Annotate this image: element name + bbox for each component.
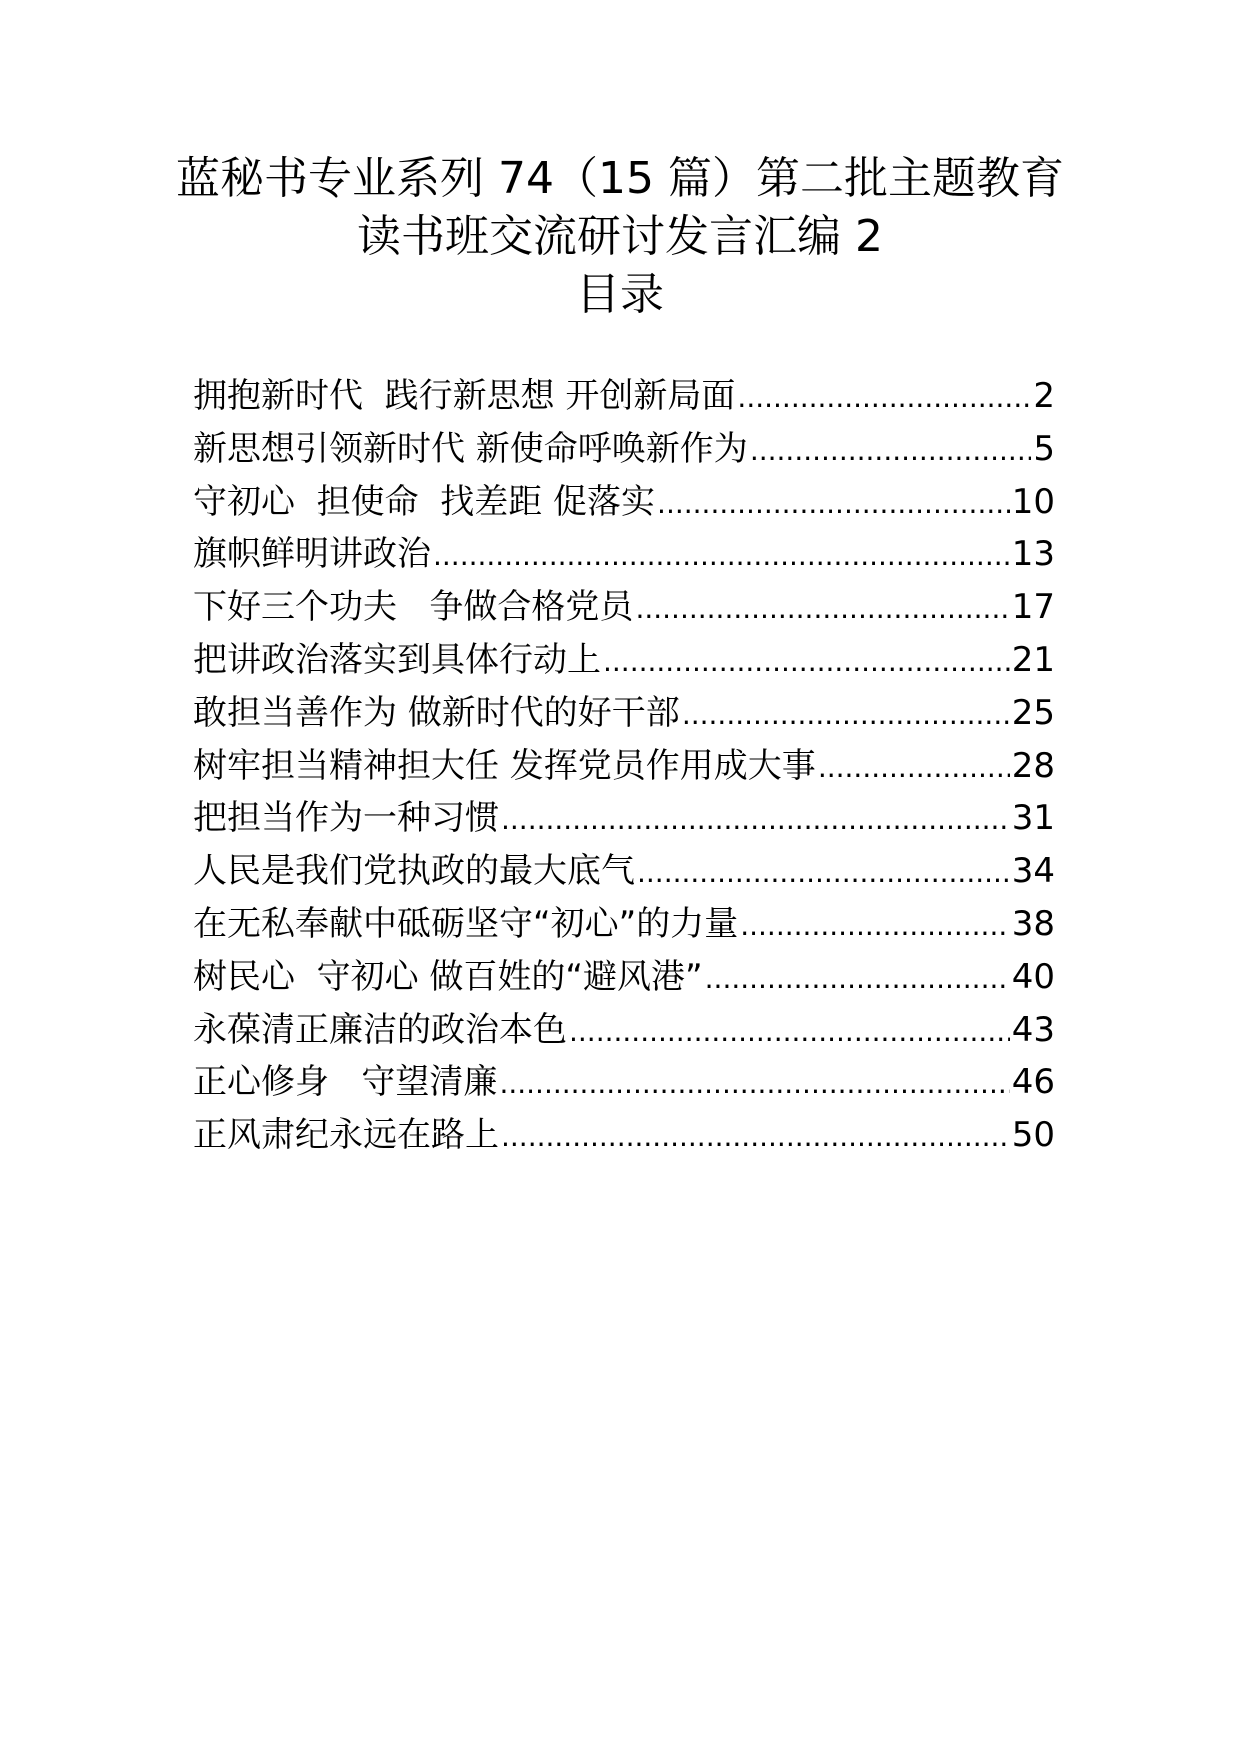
toc-dot-leader (750, 425, 1032, 478)
toc-entry-title: 永葆清正廉洁的政治本色 (193, 1009, 567, 1050)
toc-dot-leader (501, 794, 1010, 847)
toc-dot-leader (433, 530, 1010, 583)
toc-entry-page-number: 21 (1011, 639, 1055, 680)
toc-entry[interactable] (193, 528, 1055, 581)
toc-dot-leader (682, 689, 1010, 742)
toc-dot-leader (818, 742, 1010, 795)
toc-entry-page-number: 28 (1011, 745, 1055, 786)
toc-entry-page-number: 5 (1033, 428, 1055, 469)
toc-entry[interactable] (193, 581, 1055, 634)
toc-entry[interactable] (193, 687, 1055, 740)
toc-dot-leader (740, 900, 1010, 953)
toc-entry-page-number: 10 (1011, 481, 1055, 522)
toc-entry-page-number: 34 (1011, 851, 1055, 892)
toc-entry-page-number: 43 (1011, 1009, 1055, 1050)
table-of-contents (193, 370, 1055, 1162)
toc-entry-page-number: 25 (1011, 692, 1055, 733)
toc-entry[interactable] (193, 370, 1055, 423)
toc-entry-title: 新思想引领新时代 新使命呼唤新作为 (193, 428, 748, 469)
toc-entry-title: 旗帜鲜明讲政治 (193, 534, 431, 575)
toc-entry-title: 守初心 担使命 找差距 促落实 (193, 481, 656, 522)
document-title (140, 150, 1100, 324)
toc-dot-leader (705, 953, 1010, 1006)
toc-entry-title: 正心修身 守望清廉 (193, 1062, 498, 1103)
toc-entry-page-number: 40 (1011, 956, 1055, 997)
toc-entry[interactable] (193, 1109, 1055, 1162)
title-line-1: 蓝秘书专业系列 74（15 篇）第二批主题教育 (176, 153, 1064, 204)
toc-entry-page-number: 31 (1011, 798, 1055, 839)
toc-entry-title: 在无私奉献中砥砺坚守“初心”的力量 (193, 903, 739, 944)
toc-entry-page-number: 13 (1011, 534, 1055, 575)
toc-dot-leader (569, 1006, 1010, 1059)
toc-heading: 目录 (576, 269, 664, 320)
toc-entry[interactable] (193, 634, 1055, 687)
toc-entry[interactable] (193, 898, 1055, 951)
toc-entry-title: 拥抱新时代 践行新思想 开创新局面 (193, 376, 736, 416)
title-line-2: 读书班交流研讨发言汇编 2 (357, 211, 883, 262)
toc-entry-page-number: 2 (1033, 376, 1055, 416)
toc-entry-title: 人民是我们党执政的最大底气 (193, 851, 635, 892)
toc-entry-title: 把担当作为一种习惯 (193, 798, 499, 839)
toc-entry-title: 把讲政治落实到具体行动上 (193, 639, 601, 680)
toc-dot-leader (657, 478, 1010, 531)
toc-entry[interactable] (193, 1004, 1055, 1057)
toc-dot-leader (737, 372, 1031, 425)
toc-entry-page-number: 17 (1011, 587, 1055, 628)
toc-entry-title: 正风肃纪永远在路上 (193, 1115, 499, 1156)
toc-dot-leader (501, 1111, 1010, 1164)
toc-entry-page-number: 46 (1011, 1062, 1055, 1103)
toc-dot-leader (603, 636, 1010, 689)
toc-dot-leader (635, 583, 1009, 636)
toc-entry[interactable] (193, 792, 1055, 845)
toc-entry[interactable] (193, 951, 1055, 1004)
toc-entry[interactable] (193, 845, 1055, 898)
toc-entry-title: 下好三个功夫 争做合格党员 (193, 587, 634, 628)
toc-entry-page-number: 38 (1011, 903, 1055, 944)
toc-entry[interactable] (193, 423, 1055, 476)
toc-entry-page-number: 50 (1011, 1115, 1055, 1156)
toc-entry-title: 树牢担当精神担大任 发挥党员作用成大事 (193, 745, 816, 786)
toc-dot-leader (499, 1058, 1009, 1111)
toc-dot-leader (637, 847, 1010, 900)
toc-entry[interactable] (193, 1056, 1055, 1109)
toc-entry-title: 树民心 守初心 做百姓的“避风港” (193, 956, 703, 997)
toc-entry[interactable] (193, 476, 1055, 529)
toc-entry-title: 敢担当善作为 做新时代的好干部 (193, 692, 680, 733)
toc-entry[interactable] (193, 740, 1055, 793)
